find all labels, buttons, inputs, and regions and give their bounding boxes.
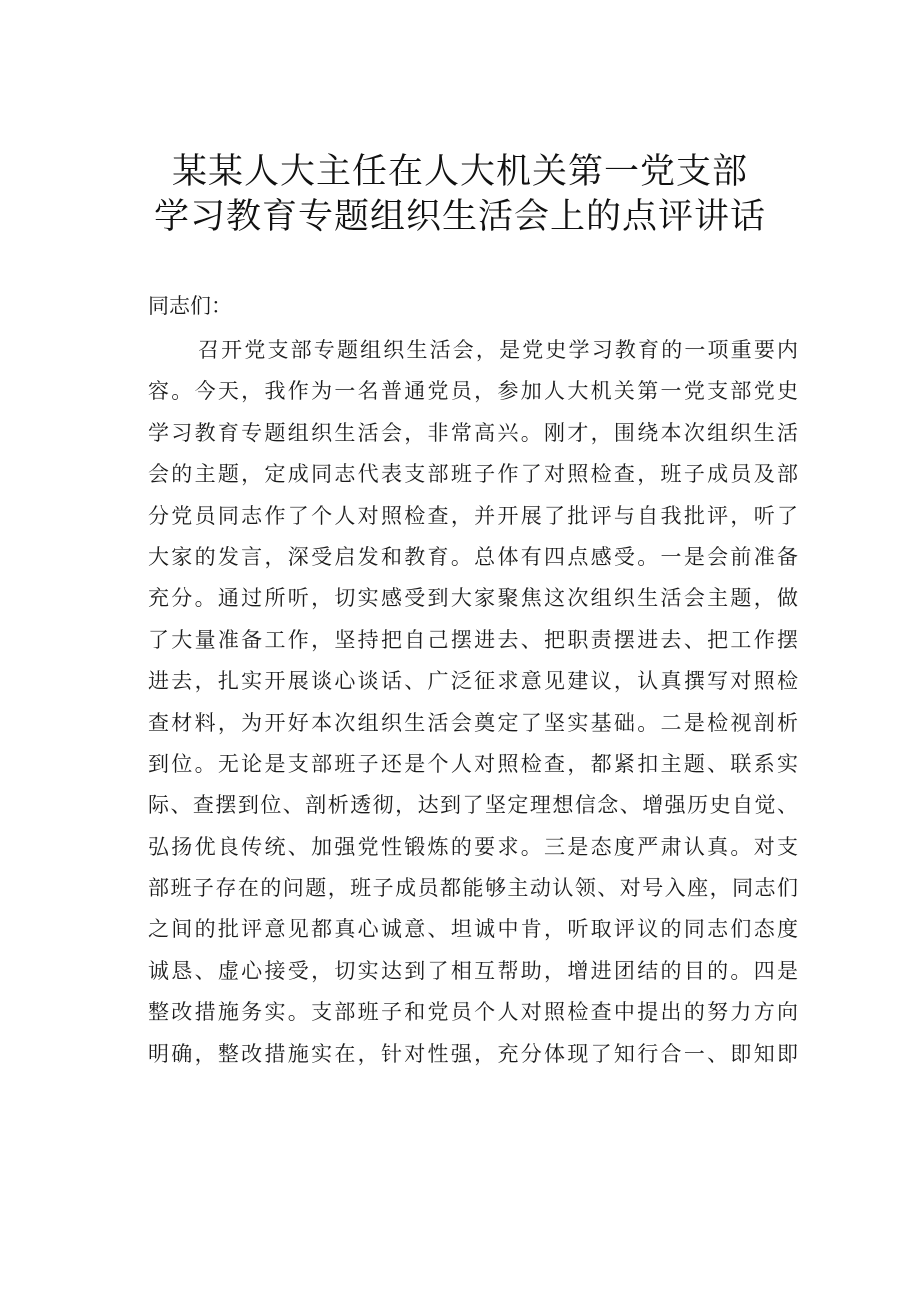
paragraph-line: 充分。通过所听，切实感受到大家聚焦这次组织生活会主题，做 <box>148 586 798 611</box>
title-line-2: 学习教育专题组织生活会上的点评讲话 <box>153 197 766 237</box>
paragraph-line: 学习教育专题组织生活会，非常高兴。刚才，围绕本次组织生活 <box>148 420 798 445</box>
paragraph-line: 际、查摆到位、剖析透彻，达到了坚定理想信念、增强历史自觉、 <box>148 793 798 818</box>
paragraph-line: 整改措施务实。支部班子和党员个人对照检查中提出的努力方向 <box>148 1000 798 1025</box>
document-title <box>0 150 920 240</box>
paragraph-line: 分党员同志作了个人对照检查，并开展了批评与自我批评，听了 <box>148 503 798 528</box>
paragraph-line: 到位。无论是支部班子还是个人对照检查，都紧扣主题、联系实 <box>148 751 798 776</box>
paragraph-line: 之间的批评意见都真心诚意、坦诚中肯，听取评议的同志们态度 <box>148 917 798 942</box>
paragraph-line: 进去，扎实开展谈心谈话、广泛征求意见建议，认真撰写对照检 <box>148 669 798 694</box>
paragraph-line: 部班子存在的问题，班子成员都能够主动认领、对号入座，同志们 <box>148 876 798 901</box>
body-paragraph <box>148 330 808 1075</box>
salutation: 同志们： <box>148 294 232 318</box>
paragraph-line: 容。今天，我作为一名普通党员，参加人大机关第一党支部党史 <box>148 379 798 404</box>
paragraph-line: 会的主题，定成同志代表支部班子作了对照检查，班子成员及部 <box>148 462 798 487</box>
paragraph-line: 查材料，为开好本次组织生活会奠定了坚实基础。二是检视剖析 <box>148 710 798 735</box>
paragraph-line: 诚恳、虚心接受，切实达到了相互帮助，增进团结的目的。四是 <box>148 958 798 983</box>
paragraph-line: 明确，整改措施实在，针对性强，充分体现了知行合一、即知即 <box>148 1041 798 1066</box>
paragraph-line: 召开党支部专题组织生活会，是党史学习教育的一项重要内 <box>198 338 798 362</box>
paragraph-line: 大家的发言，深受启发和教育。总体有四点感受。一是会前准备 <box>148 544 798 569</box>
paragraph-line: 弘扬优良传统、加强党性锻炼的要求。三是态度严肃认真。对支 <box>148 834 798 859</box>
title-line-1: 某某人大主任在人大机关第一党支部 <box>171 152 748 192</box>
paragraph-line: 了大量准备工作，坚持把自己摆进去、把职责摆进去、把工作摆 <box>148 627 798 652</box>
